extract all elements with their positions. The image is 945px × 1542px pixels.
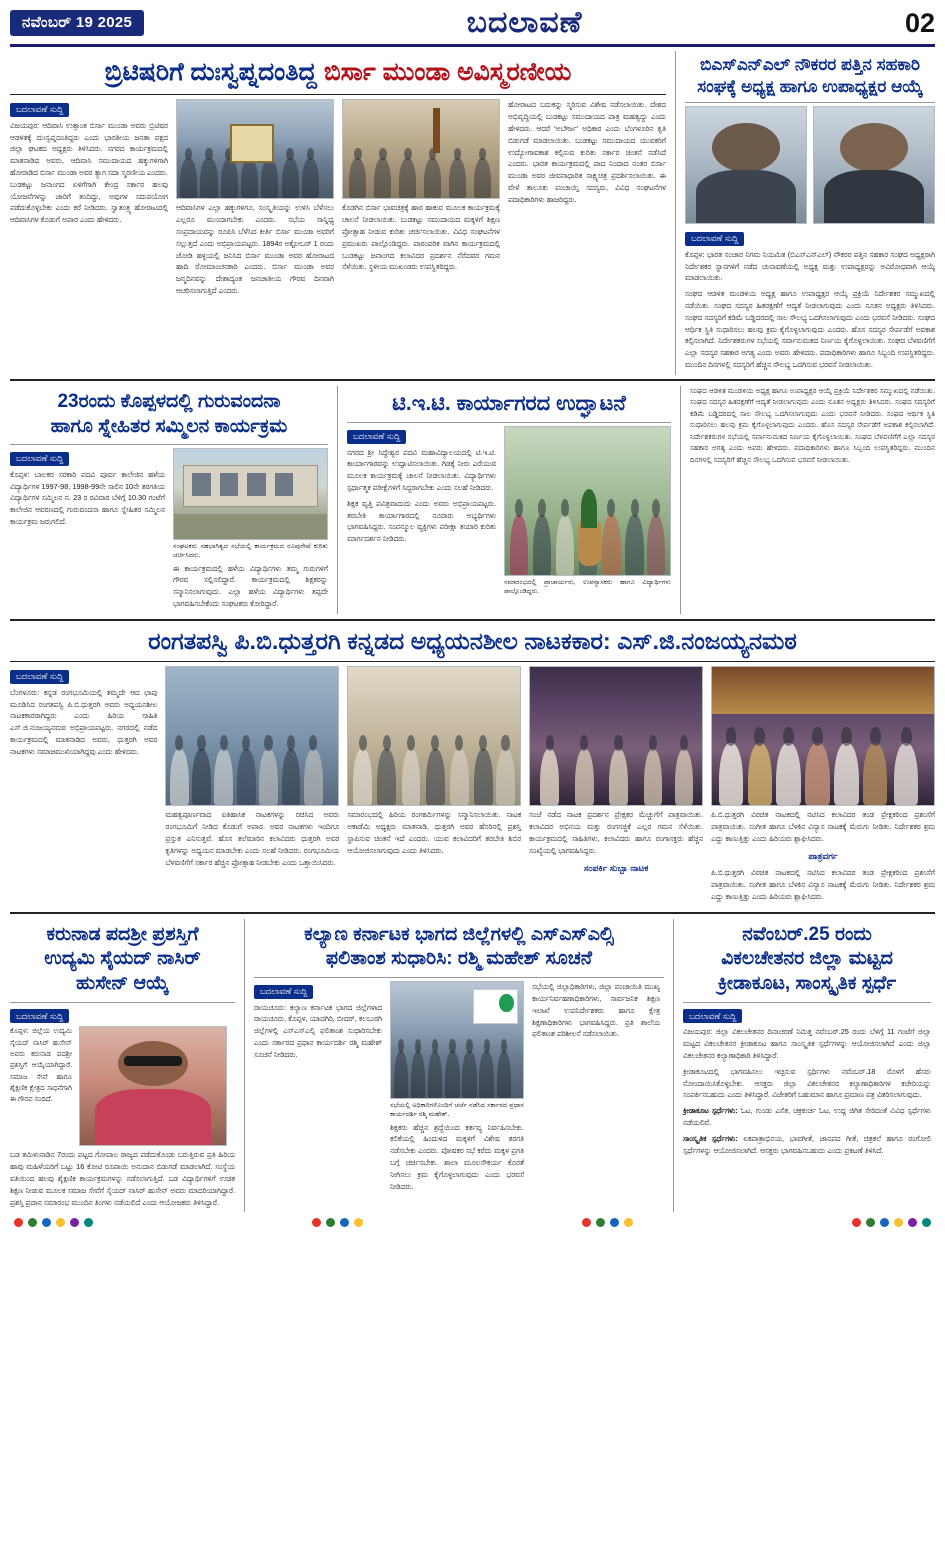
iti-photo bbox=[504, 426, 671, 576]
iti-headline: ಟಿ.ಇ.ಟಿ. ಕಾರ್ಯಾಗರದ ಉದ್ಘಾಟನೆ bbox=[392, 391, 626, 415]
bsnl-story bbox=[675, 51, 935, 375]
drama-story bbox=[10, 627, 935, 907]
sslc-photo bbox=[390, 981, 524, 1099]
bsnl-caption: ಕೊಪ್ಪಳ: ಭಾರತ ಸಂಚಾರ ನಿಗಮ ನಿಯಮಿತ (ಬಿಎಸ್ಎನ್ಎಲ್) ನೌಕರರ ಪತ್ತಿನ ಸಹಕಾರ ಸಂಘದ ಅಧ್ಯಕ್ಷರಾಗಿ ನಿರ್ದೇಶಕರ ಸ್ಥಾನಗಳಿಗೆ ನಡೆದ ಚುನಾವಣೆಯಲ್ಲಿ ಅಧ್ಯಕ್ಷ ಮತ್ತು ಉಪಾಧ್ಯಕ್ಷರನ್ನು ಅವಿರೋಧವಾಗಿ ಆಯ್ಕೆ ಮಾಡಲಾಯಿತು. bbox=[685, 249, 935, 283]
sports-headline-l2: ವಿಕಲಚೇತನರ ಜಿಲ್ಲಾ ಮಟ್ಟದ bbox=[721, 948, 893, 970]
print-registration-marks bbox=[10, 1218, 935, 1227]
guruvandana-headline-l1: 23ರಂದು ಕೊಪ್ಪಳದಲ್ಲಿ ಗುರುವಂದನಾ bbox=[57, 390, 281, 412]
issue-date: ನವೆಂಬರ್ 19 2025 bbox=[10, 10, 144, 36]
award-col-1 bbox=[10, 1026, 72, 1146]
lead-headline-part1: ಬ್ರಿಟಿಷರಿಗೆ ದುಃಸ್ವಪ್ನದಂತಿದ್ದ bbox=[104, 58, 324, 86]
byline-badge: ಬದಲಾವಣೆ ಸುದ್ದಿ bbox=[347, 430, 406, 444]
drama-col-4 bbox=[529, 666, 703, 906]
iti-story bbox=[337, 386, 671, 614]
lead-headline bbox=[10, 57, 666, 88]
award-col1-text: ಕೊಪ್ಪಳ: ಜಿಲ್ಲೆಯ ಉದ್ಯಮಿ ಸೈಯದ್ ನಾಸಿರ್ ಹುಸೇನ್ ಅವರು ಕರುನಾಡ ಪದಶ್ರೀ ಪ್ರಶಸ್ತಿಗೆ ಆಯ್ಕೆಯಾಗಿದ್ದಾರೆ. ಸಮಾಜ ಸೇವೆ ಹಾಗೂ ಶೈಕ್ಷಣಿಕ ಕ್ಷೇತ್ರದ ಸಾಧನೆಗಾಗಿ ಈ ಗೌರವ ಸಂದಿದೆ. bbox=[10, 1028, 72, 1104]
bsnl-body: ಸಂಘದ ಆಡಳಿತ ಮಂಡಳಿಯ ಅಧ್ಯಕ್ಷ ಹಾಗೂ ಉಪಾಧ್ಯಕ್ಷರ ಆಯ್ಕೆ ಪ್ರಕ್ರಿಯೆ ನಿರ್ದೇಶಕರ ಸಮ್ಮುಖದಲ್ಲಿ ನಡೆಯಿತು. ಸಂಘದ ಸದಸ್ಯರ ಹಿತರಕ್ಷಣೆಗೆ ಆದ್ಯತೆ ನೀಡಲಾಗುವುದು ಎಂದು ನೂತನ ಅಧ್ಯಕ್ಷರು ತಿಳಿಸಿದರು. ಸಂಘದ ಸದಸ್ಯರಿಗೆ ಕಡಿಮೆ ಬಡ್ಡಿದರದಲ್ಲಿ ಸಾಲ ಸೌಲಭ್ಯ ಒದಗಿಸಲಾಗುವುದು ಎಂದು ಭರವಸೆ ನೀಡಿದರು. ಸಂಘದ ಆರ್ಥಿಕ ಸ್ಥಿತಿ ಸುಧಾರಿಸಲು ಹಲವು ಕ್ರಮ ಕೈಗೊಳ್ಳಲಾಗುವುದು ಎಂದರು. ಹೊಸ ಸದಸ್ಯರ ಸೇರ್ಪಡೆಗೆ ಅವಕಾಶ ಕಲ್ಪಿಸಲಾಗಿದೆ. ನಿರ್ದೇಶಕರುಗಳ ಸಭೆಯಲ್ಲಿ ಸರ್ವಾನುಮತದ ನಿರ್ಣಯ ಕೈಗೊಳ್ಳಲಾಯಿತು. ಸಂಘದ ಬೆಳವಣಿಗೆಗೆ ಎಲ್ಲಾ ಸದಸ್ಯರ ಸಹಕಾರ ಅಗತ್ಯ ಎಂದು ಅವರು ಹೇಳಿದರು. ಪದಾಧಿಕಾರಿಗಳು ಹಾಗೂ ಸಿಬ್ಬಂದಿ ಉಪಸ್ಥಿತರಿದ್ದರು. ಮುಂದಿನ ದಿನಗಳಲ್ಲಿ ಸದಸ್ಯರಿಗೆ ಹೆಚ್ಚಿನ ಸೌಲಭ್ಯ ಒದಗಿಸುವ ಭರವಸೆ ನೀಡಲಾಯಿತು. bbox=[685, 289, 935, 369]
lead-col2-text: ಆದಿವಾಸಿಗಳ ಎಲ್ಲಾ ಹಕ್ಕುಗಳಿಗೂ, ಸಂಸ್ಕೃತಿಯನ್ನು ಉಳಿಸಿ ಬೆಳೆಸಲು ಎಲ್ಲರೂ ಮುಂದಾಗಬೇಕು ಎಂದರು. ಸಭೆಯ ಸಾನ್ನಿಧ್ಯ ಸಂಪ್ರದಾಯವನ್ನು ರೂಪಿಸಿ ಬೆಳೆಸಿದ ಕೀರ್ತಿ ಬಿರ್ಸಾ ಮುಂಡಾ ಅವರಿಗೆ ಸಲ್ಲುತ್ತದೆ ಎಂದು ಅಭಿಪ್ರಾಯಪಟ್ಟರು. 1894ರ ಅಕ್ಟೋಬರ್ 1 ರಂದು ಜೋಡಿ ಹಳ್ಳಿಯಲ್ಲಿ ಜನಿಸಿದ ಬಿರ್ಸಾ ಮುಂಡಾ ಅವರ ಹೋರಾಟದ ಹಾದಿ ರೋಮಾಂಚನಕಾರಿ ಎಂದರು. ಬಿರ್ಸಾ ಮುಂಡಾ ಅವರ ಜನ್ಮದಿನವನ್ನು ದೇಶಾದ್ಯಂತ ಜನಜಾತೀಯ ಗೌರವ ದಿನವಾಗಿ ಆಚರಿಸಲಾಗುತ್ತಿದೆ ಎಂದರು. bbox=[176, 203, 334, 295]
drama-photo-1 bbox=[165, 666, 339, 806]
award-story bbox=[10, 919, 235, 1213]
byline-badge: ಬದಲಾವಣೆ ಸುದ್ದಿ bbox=[10, 452, 69, 466]
drama-headline: ರಂಗತಪಸ್ವಿ ಪಿ.ಬಿ.ಧುತ್ತರಗಿ ಕನ್ನಡದ ಅಧ್ಯಯನಶೀಲ ನಾಟಕಕಾರ: ಎಸ್.ಜಿ.ನಂಜಯ್ಯನಮಠ bbox=[148, 627, 797, 654]
sslc-col1-text: ರಾಯಚೂರು: ಕಲ್ಯಾಣ ಕರ್ನಾಟಕ ಭಾಗದ ಜಿಲ್ಲೆಗಳಾದ ರಾಯಚೂರು, ಕೊಪ್ಪಳ, ಯಾದಗಿರಿ, ಬೀದರ್, ಕಲಬುರಗಿ ಜಿಲ್ಲೆಗಳಲ್ಲಿ ಎಸ್ಎಸ್ಎಲ್ಸಿ ಫಲಿತಾಂಶ ಸುಧಾರಿಸಬೇಕು ಎಂದು ಸರ್ಕಾರದ ಪ್ರಧಾನ ಕಾರ್ಯದರ್ಶಿ ರಶ್ಮಿ ಮಹೇಶ್ ಸೂಚನೆ ನೀಡಿದರು. bbox=[254, 1002, 382, 1059]
byline-badge: ಬದಲಾವಣೆ ಸುದ್ದಿ bbox=[683, 1009, 742, 1023]
drama-cast-text: ಪಿ.ಬಿ.ಧುತ್ತರಗಿ ವಿರಚಿತ ನಾಟಕದಲ್ಲಿ ನಟಿಸಿದ ಕಲಾವಿದರ ತಂಡ ಪ್ರೇಕ್ಷಕರಿಂದ ಪ್ರಶಂಸೆಗೆ ಪಾತ್ರವಾಯಿತು. ಸಂಗೀತ ಹಾಗೂ ಬೆಳಕಿನ ವಿನ್ಯಾಸ ನಾಟಕಕ್ಕೆ ಮೆರುಗು ನೀಡಿತು. ನಿರ್ದೇಶಕರ ಶ್ರಮ ಎದ್ದು ಕಾಣುತ್ತಿತ್ತು ಎಂದು ಹಿರಿಯರು ಶ್ಲಾಘಿಸಿದರು. bbox=[711, 868, 936, 901]
bsnl-portraits bbox=[685, 106, 935, 224]
drama-col4-text: ಸಂಜೆ ನಡೆದ ನಾಟಕ ಪ್ರದರ್ಶನ ಪ್ರೇಕ್ಷಕರ ಮೆಚ್ಚುಗೆಗೆ ಪಾತ್ರವಾಯಿತು. ಕಲಾವಿದರ ಅಭಿನಯ ಮತ್ತು ರಂಗಸಜ್ಜಿಕೆ ಎಲ್ಲರ ಗಮನ ಸೆಳೆಯಿತು. ಕಾರ್ಯಕ್ರಮದಲ್ಲಿ ಸಾಹಿತಿಗಳು, ಕಲಾವಿದರು ಹಾಗೂ ರಂಗಾಸಕ್ತರು ಹೆಚ್ಚಿನ ಸಂಖ್ಯೆಯಲ್ಲಿ ಭಾಗವಹಿಸಿದ್ದರು. bbox=[529, 810, 704, 855]
guruvandana-col1-text: ಕೊಪ್ಪಳ: ಬಾಲಕರ ಸರಕಾರಿ ಪದವಿ ಪೂರ್ವ ಕಾಲೇಜಿನ ಹಳೆಯ ವಿದ್ಯಾರ್ಥಿಗಳ 1997-98, 1998-99ನೇ ಸಾಲಿನ 10ನೇ ತರಗತಿಯ ವಿದ್ಯಾರ್ಥಿಗಳ ಸಮ್ಮಿಲನ ನ. 23 ರ ರವಿವಾರ ಬೆಳಿಗ್ಗೆ 10.30 ಗಂಟೆಗೆ ಕಾಲೇಜಿನ ಆವರಣದಲ್ಲಿ ಗುರುವಂದನಾ ಹಾಗೂ ಸ್ನೇಹಿತರ ಸಮ್ಮಿಲನ ಕಾರ್ಯಕ್ರಮ ಜರುಗಲಿದೆ. bbox=[10, 469, 165, 526]
drama-photo-3 bbox=[529, 666, 703, 806]
sslc-caption: ಸಭೆಯಲ್ಲಿ ಅಧಿಕಾರಿಗಳೊಂದಿಗೆ ಚರ್ಚೆ ನಡೆಸಿದ ಸರ್ಕಾರದ ಪ್ರಧಾನ ಕಾರ್ಯದರ್ಶಿ ರಶ್ಮಿ ಮಹೇಶ್. bbox=[390, 1102, 524, 1119]
byline-badge: ಬದಲಾವಣೆ ಸುದ್ದಿ bbox=[10, 670, 69, 684]
award-headline-l1: ಕರುನಾಡ ಪದಶ್ರೀ ಪ್ರಶಸ್ತಿಗೆ bbox=[46, 923, 199, 945]
dot-group-center-right bbox=[582, 1218, 633, 1227]
award-headline-l2: ಉದ್ಯಮಿ ಸೈಯದ್ ನಾಸಿರ್ bbox=[44, 948, 201, 970]
sports-sub1-text: ಓಟ, ಗುಂಡು ಎಸೆತ, ಚಕ್ರಕುರ್ಚಿ ಓಟ, ಉದ್ದ ಜಿಗಿತ ಸೇರಿದಂತೆ ವಿವಿಧ ಸ್ಪರ್ಧೆಗಳು ನಡೆಯಲಿವೆ. bbox=[683, 1106, 931, 1127]
iti-col1-text: ನಗರದ ಶ್ರೀ ಸಿದ್ಧೇಶ್ವರ ಪದವಿ ಮಹಾವಿದ್ಯಾಲಯದಲ್ಲಿ ಟಿ.ಇ.ಟಿ. ಕಾರ್ಯಾಗಾರವನ್ನು ಉದ್ಘಾಟಿಸಲಾಯಿತು. ಗಿಡಕ್ಕೆ ನೀರು ಎರೆಯುವ ಮೂಲಕ ಕಾರ್ಯಕ್ರಮಕ್ಕೆ ಚಾಲನೆ ನೀಡಲಾಯಿತು. ವಿದ್ಯಾರ್ಥಿಗಳು ಸ್ಪರ್ಧಾತ್ಮಕ ಪರೀಕ್ಷೆಗಳಿಗೆ ಸಿದ್ಧರಾಗಬೇಕು ಎಂದು ಸಲಹೆ ನೀಡಿದರು. bbox=[347, 447, 497, 493]
sports-headline-l1: ನವೆಂಬರ್.25 ರಂದು bbox=[742, 923, 872, 945]
dot-group-left bbox=[14, 1218, 93, 1227]
guruvandana-col-2 bbox=[173, 448, 328, 614]
byline-badge: ಬದಲಾವಣೆ ಸುದ್ದಿ bbox=[685, 232, 744, 246]
award-col-2 bbox=[79, 1026, 227, 1146]
sslc-headline-l1: ಕಲ್ಯಾಣ ಕರ್ನಾಟಕ ಭಾಗದ ಜಿಲ್ಲೆಗಳಲ್ಲಿ ಎಸ್ಎಸ್ಎಲ್ಸಿ bbox=[304, 923, 614, 945]
sports-sub2-heading: ಸಾಂಸ್ಕೃತಿಕ ಸ್ಪರ್ಧೆಗಳು: bbox=[683, 1133, 738, 1143]
bsnl-continued bbox=[680, 386, 935, 614]
dot-group-center-left bbox=[312, 1218, 363, 1227]
sports-sub1-heading: ಕ್ರೀಡಾಕೂಟ ಸ್ಪರ್ಧೆಗಳು: bbox=[683, 1106, 738, 1116]
lead-col-4 bbox=[508, 99, 666, 301]
drama-col5-text: ಪಿ.ಬಿ.ಧುತ್ತರಗಿ ವಿರಚಿತ ನಾಟಕದಲ್ಲಿ ನಟಿಸಿದ ಕಲಾವಿದರ ತಂಡ ಪ್ರೇಕ್ಷಕರಿಂದ ಪ್ರಶಂಸೆಗೆ ಪಾತ್ರವಾಯಿತು. ಸಂಗೀತ ಹಾಗೂ ಬೆಳಕಿನ ವಿನ್ಯಾಸ ನಾಟಕಕ್ಕೆ ಮೆರುಗು ನೀಡಿತು. ನಿರ್ದೇಶಕರ ಶ್ರಮ ಎದ್ದು ಕಾಣುತ್ತಿತ್ತು ಎಂದು ಹಿರಿಯರು ಶ್ಲಾಘಿಸಿದರು. bbox=[711, 810, 936, 843]
guruvandana-headline-l2: ಹಾಗೂ ಸ್ನೇಹಿತರ ಸಮ್ಮಿಲನ ಕಾರ್ಯಕ್ರಮ bbox=[50, 415, 288, 437]
drama-col3-text: ಸಮಾರಂಭದಲ್ಲಿ ಹಿರಿಯ ರಂಗಕರ್ಮಿಗಳನ್ನು ಸನ್ಮಾನಿಸಲಾಯಿತು. ನಾಟಕ ಅಕಾಡೆಮಿ ಅಧ್ಯಕ್ಷರು ಮಾತನಾಡಿ, ಧುತ್ತರಗಿ ಅವರ ಹೆಸರಿನಲ್ಲಿ ಪ್ರಶಸ್ತಿ ಸ್ಥಾಪಿಸುವ ಚಿಂತನೆ ಇದೆ ಎಂದರು. ಯುವ ಕಲಾವಿದರಿಗೆ ತರಬೇತಿ ಶಿಬಿರ ಆಯೋಜಿಸಲಾಗುವುದು ಎಂದು ತಿಳಿಸಿದರು. bbox=[347, 810, 522, 855]
top-section bbox=[10, 51, 935, 375]
iti-col-2 bbox=[504, 426, 671, 596]
iti-col2-text: ಶಿಕ್ಷಕ ವೃತ್ತಿ ಪವಿತ್ರವಾದುದು ಎಂದು ಅವರು ಅಭಿಪ್ರಾಯಪಟ್ಟರು. ತರಬೇತಿ ಕಾರ್ಯಾಗಾರದಲ್ಲಿ ನೂರಾರು ಅಭ್ಯರ್ಥಿಗಳು ಭಾಗವಹಿಸಿದ್ದರು. ಸಂಪನ್ಮೂಲ ವ್ಯಕ್ತಿಗಳು ಪರೀಕ್ಷಾ ತಯಾರಿ ಕುರಿತು ಮಾರ್ಗದರ್ಶನ ನೀಡಿದರು. bbox=[347, 498, 497, 544]
sslc-headline bbox=[254, 923, 664, 972]
bottom-section bbox=[10, 919, 935, 1213]
iti-caption: ಸಮಾರಂಭದಲ್ಲಿ ಪ್ರಾಚಾರ್ಯರು, ಉಪನ್ಯಾಸಕರು ಹಾಗೂ ವಿದ್ಯಾರ್ಥಿಗಳು ಪಾಲ್ಗೊಂಡಿದ್ದರು. bbox=[504, 579, 671, 596]
lead-headline-part2: ಬಿರ್ಸಾ ಮುಂಡಾ ಅವಿಸ್ಮರಣೀಯ bbox=[323, 58, 572, 86]
portrait-vice-president bbox=[813, 106, 935, 224]
sslc-headline-l2: ಫಲಿತಾಂಶ ಸುಧಾರಿಸಿ: ರಶ್ಮಿ ಮಹೇಶ್ ಸೂಚನೆ bbox=[325, 948, 593, 970]
drama-columns bbox=[10, 666, 935, 906]
guruvandana-photo bbox=[173, 448, 328, 540]
dot-group-right bbox=[852, 1218, 931, 1227]
sports-col1-text: ವಿಜಯಪುರ: ಜಿಲ್ಲಾ ವಿಕಲಚೇತನರ ದಿನಾಚರಣೆ ನಿಮಿತ್ತ ನವೆಂಬರ್.25 ರಂದು ಬೆಳಿಗ್ಗೆ 11 ಗಂಟೆಗೆ ಜಿಲ್ಲಾ ಮಟ್ಟದ ವಿಕಲಚೇತನರ ಕ್ರೀಡಾಕೂಟ ಹಾಗೂ ಸಾಂಸ್ಕೃತಿಕ ಸ್ಪರ್ಧೆಗಳನ್ನು ಆಯೋಜಿಸಲಾಗಿದೆ ಎಂದು ಜಿಲ್ಲಾ ವಿಕಲಚೇತನರ ಕಲ್ಯಾಣಾಧಿಕಾರಿ ತಿಳಿಸಿದ್ದಾರೆ. bbox=[683, 1027, 931, 1060]
sslc-col2-text: ಶಿಕ್ಷಕರು ಹೆಚ್ಚಿನ ಶ್ರದ್ಧೆಯಿಂದ ಕರ್ತವ್ಯ ನಿರ್ವಹಿಸಬೇಕು. ಕಲಿಕೆಯಲ್ಲಿ ಹಿಂದುಳಿದ ಮಕ್ಕಳಿಗೆ ವಿಶೇಷ ತರಗತಿ ನಡೆಸಬೇಕು ಎಂದರು. ಪೋಷಕರ ಸಭೆ ಕರೆದು ಮಕ್ಕಳ ಪ್ರಗತಿ ಬಗ್ಗೆ ಚರ್ಚಿಸಬೇಕು. ಶಾಲಾ ಮೂಲಸೌಕರ್ಯ ಕೊರತೆ ನೀಗಿಸಲು ಕ್ರಮ ಕೈಗೊಳ್ಳಲಾಗುವುದು ಎಂದು ಭರವಸೆ ನೀಡಿದರು. bbox=[390, 1122, 524, 1191]
sports-headline bbox=[683, 923, 931, 997]
paper-title: ಬದಲಾವಣೆ bbox=[466, 6, 583, 39]
drama-cast-heading: ಪಾತ್ರವರ್ಗ bbox=[808, 850, 838, 861]
sports-sub2-text: ಏಕಪಾತ್ರಾಭಿನಯ, ಭಾವಗೀತೆ, ಜಾನಪದ ಗೀತೆ, ಚಿತ್ರಕಲೆ ಹಾಗೂ ರಂಗೋಲಿ ಸ್ಪರ್ಧೆಗಳನ್ನು ಆಯೋಜಿಸಲಾಗಿದೆ. ಆಸಕ್ತರು ಭಾಗವಹಿಸಬಹುದು ಎಂದು ಪ್ರಕಟಣೆ ತಿಳಿಸಿದೆ. bbox=[683, 1133, 932, 1155]
bsnl-headline: ಬಿಎಸ್ಎನ್ಎಲ್ ನೌಕರರ ಪತ್ತಿನ ಸಹಕಾರಿ ಸಂಘಕ್ಕೆ ಅಧ್ಯಕ್ಷ ಹಾಗೂ ಉಪಾಧ್ಯಕ್ಷರ ಆಯ್ಕೆ bbox=[697, 55, 923, 97]
byline-badge: ಬದಲಾವಣೆ ಸುದ್ದಿ bbox=[10, 1009, 69, 1023]
lead-photo-2 bbox=[342, 99, 500, 199]
guruvandana-col-1 bbox=[10, 448, 165, 614]
lead-columns bbox=[10, 99, 666, 301]
drama-col2-text: ಮಹತ್ವಪೂರ್ಣವಾದ ಐತಿಹಾಸಿಕ ನಾಟಕಗಳನ್ನು ರಚಿಸಿದ ಅವರು ರಂಗಭೂಮಿಗೆ ನೀಡಿದ ಕೊಡುಗೆ ಅಪಾರ. ಅವರ ನಾಟಕಗಳು ಇಂದಿಗೂ ಪ್ರಸ್ತುತ ಎನಿಸುತ್ತವೆ. ಹೊಸ ತಲೆಮಾರಿನ ಕಲಾವಿದರು ಧುತ್ತರಗಿ ಅವರ ಕೃತಿಗಳನ್ನು ಅಧ್ಯಯನ ಮಾಡಬೇಕು ಎಂದು ಸಲಹೆ ನೀಡಿದರು. ರಂಗಭೂಮಿಯ ಬೆಳವಣಿಗೆಗೆ ಸರ್ಕಾರ ಹೆಚ್ಚಿನ ಪ್ರೋತ್ಸಾಹ ನೀಡಬೇಕು ಎಂದು ಒತ್ತಾಯಿಸಿದರು. bbox=[165, 810, 340, 867]
guruvandana-caption: ಸಂಘಟಕರು ಸಹಭಾಗಿತ್ವದ ಸಭೆಯಲ್ಲಿ ಕಾರ್ಯಕ್ರಮದ ರೂಪುರೇಷೆ ಕುರಿತು ಚರ್ಚಿಸಿದರು. bbox=[173, 543, 328, 560]
drama-signature: ಸಂಪರ್ಕಿ ಸುಬ್ಬಾ ನಾಟಕ bbox=[583, 862, 649, 873]
lead-col1-text: ವಿಜಯಪುರ: ಆದಿವಾಸಿ ಉತ್ಸಾಂತ ಬಿರ್ಸಾ ಮುಂಡಾ ಅವರು ಬ್ರಿಟಿಷರ ಆಡಳಿತಕ್ಕೆ ದುಃಸ್ವಪ್ನದಂತಿದ್ದರು ಎಂದು ಭಾರತೀಯ ಜನತಾ ಪಕ್ಷದ ಜಿಲ್ಲಾ ಘಟಕದ ಅಧ್ಯಕ್ಷರು ತಿಳಿಸಿದರು. ನಗರದ ಕಾರ್ಯಕ್ರಮದಲ್ಲಿ ಮಾತನಾಡಿದ ಅವರು, ಆದಿವಾಸಿ ಸಮುದಾಯದ ಹಕ್ಕುಗಳಿಗಾಗಿ ಹೋರಾಡಿದ ಬಿರ್ಸಾ ಮುಂಡಾ ಅವರ ತ್ಯಾಗ ಸದಾ ಸ್ಮರಣೀಯ ಎಂದರು. ಬುಡಕಟ್ಟು ಜನಾಂಗದ ಏಳಿಗೆಗಾಗಿ ಕೇಂದ್ರ ಸರ್ಕಾರ ಹಲವು ಯೋಜನೆಗಳನ್ನು ಜಾರಿಗೆ ತಂದಿದ್ದು, ಅವುಗಳ ಸದುಪಯೋಗ ಪಡೆದುಕೊಳ್ಳಬೇಕು ಎಂದು ಕರೆ ನೀಡಿದರು. ಸ್ವಾತಂತ್ರ್ಯ ಹೋರಾಟದಲ್ಲಿ ಆದಿವಾಸಿಗಳ ಕೊಡುಗೆ ಅಪಾರ ಎಂದು ಹೇಳಿದರು. bbox=[10, 120, 168, 225]
lead-photo-1 bbox=[176, 99, 334, 199]
sslc-col-1 bbox=[254, 981, 382, 1196]
sslc-col-2 bbox=[390, 981, 524, 1196]
iti-col-1 bbox=[347, 426, 496, 596]
drama-photo-4 bbox=[711, 666, 935, 806]
drama-photo-2 bbox=[347, 666, 521, 806]
lead-col4-text: ಹೋರಾಟದ ಬದುಕನ್ನು ಸ್ಮರಿಸುವ ವಿಶೇಷ ನಡೆಸಲಾಯಿತು. ದೇಶದ ಅಭಿವೃದ್ಧಿಯಲ್ಲಿ ಬುಡಕಟ್ಟು ಸಮುದಾಯದ ಪಾತ್ರ ಮಹತ್ವದ್ದು ಎಂದು ಹೇಳಿದರು. ಆದರೆ 'ಅಬೌರ್ಜ' ಅಧಿಕಾರ ಎಂದು ಬೆಂಗಳೂರಿನ ಕೃತಿ ಬಿಡುಗಡೆ ಮಾಡಲಾಯಿತು. ಬುಡಕಟ್ಟು ಸಮುದಾಯದ ಯುವಕರಿಗೆ ಉದ್ಯೋಗಾವಕಾಶ ಕಲ್ಪಿಸುವ ಕುರಿತು ಸರ್ಕಾರ ಚಿಂತನೆ ನಡೆಸಿದೆ ಎಂದರು. ಭಾರತ ಕಾರ್ಯಕ್ರಮದಲ್ಲಿ ಪಾದ ನಿಂದಾದ ನಂತರ ಬಿರ್ಸಾ ಮುಂಡಾ ಅವರ ಜೀವನಾಧಾರಿತ ಸಾಕ್ಷ್ಯಚಿತ್ರ ಪ್ರದರ್ಶಿಸಲಾಯಿತು. ಈ ವೇಳೆ ತಾಲೂಕು ಪಂಚಾಯ್ತಿ ಸದಸ್ಯರು, ವಿವಿಧ ಸಂಘಟನೆಗಳ ಪದಾಧಿಕಾರಿಗಳು ಹಾಜರಿದ್ದರು. bbox=[508, 100, 666, 204]
sports-headline-l3: ಕ್ರೀಡಾಕೂಟ, ಸಾಂಸ್ಕೃತಿಕ ಸ್ಪರ್ಧೆ bbox=[717, 973, 897, 995]
award-headline-l3: ಹುಸೇನ್ ಆಯ್ಕೆ bbox=[76, 973, 169, 995]
sslc-col-3 bbox=[532, 981, 660, 1196]
page-number: 02 bbox=[904, 7, 935, 38]
bsnl-continued-text: ಸಂಘದ ಆಡಳಿತ ಮಂಡಳಿಯ ಅಧ್ಯಕ್ಷ ಹಾಗೂ ಉಪಾಧ್ಯಕ್ಷರ ಆಯ್ಕೆ ಪ್ರಕ್ರಿಯೆ ನಿರ್ದೇಶಕರ ಸಮ್ಮುಖದಲ್ಲಿ ನಡೆಯಿತು. ಸಂಘದ ಸದಸ್ಯರ ಹಿತರಕ್ಷಣೆಗೆ ಆದ್ಯತೆ ನೀಡಲಾಗುವುದು ಎಂದು ನೂತನ ಅಧ್ಯಕ್ಷರು ತಿಳಿಸಿದರು. ಸಂಘದ ಸದಸ್ಯರಿಗೆ ಕಡಿಮೆ ಬಡ್ಡಿದರದಲ್ಲಿ ಸಾಲ ಸೌಲಭ್ಯ ಒದಗಿಸಲಾಗುವುದು ಎಂದು ಭರವಸೆ ನೀಡಿದರು. ಸಂಘದ ಆರ್ಥಿಕ ಸ್ಥಿತಿ ಸುಧಾರಿಸಲು ಹಲವು ಕ್ರಮ ಕೈಗೊಳ್ಳಲಾಗುವುದು ಎಂದರು. ಹೊಸ ಸದಸ್ಯರ ಸೇರ್ಪಡೆಗೆ ಅವಕಾಶ ಕಲ್ಪಿಸಲಾಗಿದೆ. ನಿರ್ದೇಶಕರುಗಳ ಸಭೆಯಲ್ಲಿ ಸರ್ವಾನುಮತದ ನಿರ್ಣಯ ಕೈಗೊಳ್ಳಲಾಯಿತು. ಸಂಘದ ಬೆಳವಣಿಗೆಗೆ ಎಲ್ಲಾ ಸದಸ್ಯರ ಸಹಕಾರ ಅಗತ್ಯ ಎಂದು ಅವರು ಹೇಳಿದರು. ಪದಾಧಿಕಾರಿಗಳು ಹಾಗೂ ಸಿಬ್ಬಂದಿ ಉಪಸ್ಥಿತರಿದ್ದರು. ಮುಂದಿನ ದಿನಗಳಲ್ಲಿ ಸದಸ್ಯರಿಗೆ ಹೆಚ್ಚಿನ ಸೌಲಭ್ಯ ಒದಗಿಸುವ ಭರವಸೆ ನೀಡಲಾಯಿತು. bbox=[690, 386, 935, 464]
lead-story bbox=[10, 51, 666, 375]
drama-col-3 bbox=[347, 666, 521, 906]
sslc-story bbox=[244, 919, 664, 1213]
lead-col-3 bbox=[342, 99, 500, 301]
award-portrait bbox=[79, 1026, 227, 1146]
sports-story bbox=[673, 919, 931, 1213]
award-body-text: ಬಡ ತಮಿಳುನಾಡಿನ 7ರಂದು ಪಟ್ಟದ ಗೋಪಾಲ ರಾಜ್ಯದ ಪಡೆದುಕೊಂಡು ಬರುತ್ತಿರುವ ಪ್ರತಿ ಹಿರಿಯ ಹಾವು ಮಹಿಳೆಯರಿಗೆ ಒಟ್ಟು 16 ಕೋಟಿ ರೂಪಾಯಿ ಅನುದಾನ ಬಿಡುಗಡೆ ಮಾಡಲಾಗಿದೆ. ಸಂಸ್ಥೆಯ ವತಿಯಿಂದ ಹಲವು ಶೈಕ್ಷಣಿಕ ಕಾರ್ಯಕ್ರಮಗಳನ್ನು ನಡೆಸಲಾಗುತ್ತಿದೆ. ಬಡ ವಿದ್ಯಾರ್ಥಿಗಳಿಗೆ ಉಚಿತ ಶಿಕ್ಷಣ ನೀಡುವ ಮೂಲಕ ಸಮಾಜ ಸೇವೆಗೆ ಸೈಯದ್ ನಾಸಿರ್ ಹುಸೇನ್ ಅವರು ಮಾದರಿಯಾಗಿದ್ದಾರೆ. ಪ್ರಶಸ್ತಿ ಪ್ರದಾನ ಸಮಾರಂಭ ಮುಂದಿನ ತಿಂಗಳು ನಡೆಯಲಿದೆ ಎಂದು ಆಯೋಜಕರು ತಿಳಿಸಿದ್ದಾರೆ. bbox=[10, 1150, 235, 1207]
guruvandana-story bbox=[10, 386, 328, 614]
drama-col-2 bbox=[165, 666, 339, 906]
masthead bbox=[10, 6, 935, 47]
sports-col2-text: ಕ್ರೀಡಾಕೂಟದಲ್ಲಿ ಭಾಗವಹಿಸಲು ಇಚ್ಛಿಸುವ ಸ್ಪರ್ಧಿಗಳು ನವೆಂಬರ್.18 ರೊಳಗೆ ಹೆಸರು ನೋಂದಾಯಿಸಿಕೊಳ್ಳಬೇಕು. ಆಸಕ್ತರು ಜಿಲ್ಲಾ ವಿಕಲಚೇತನರ ಕಲ್ಯಾಣಾಧಿಕಾರಿಗಳ ಕಚೇರಿಯನ್ನು ಸಂಪರ್ಕಿಸಬಹುದು ಎಂದು ತಿಳಿಸಿದ್ದಾರೆ. ವಿಜೇತರಿಗೆ ಬಹುಮಾನ ಹಾಗೂ ಪ್ರಮಾಣ ಪತ್ರ ವಿತರಿಸಲಾಗುವುದು. bbox=[683, 1066, 931, 1100]
portrait-president bbox=[685, 106, 807, 224]
lead-col-2 bbox=[176, 99, 334, 301]
guruvandana-col2-text: ಈ ಕಾರ್ಯಕ್ರಮದಲ್ಲಿ ಹಳೆಯ ವಿದ್ಯಾರ್ಥಿಗಳು ತಮ್ಮ ಗುರುಗಳಿಗೆ ಗೌರವ ಸಲ್ಲಿಸಲಿದ್ದಾರೆ. ಕಾರ್ಯಕ್ರಮದಲ್ಲಿ ಶಿಕ್ಷಕರನ್ನು ಸನ್ಮಾನಿಸಲಾಗುವುದು. ಎಲ್ಲಾ ಹಳೆಯ ವಿದ್ಯಾರ್ಥಿಗಳು ತಪ್ಪದೇ ಭಾಗವಹಿಸಬೇಕೆಂದು ಸಂಘಟಕರು ಕೋರಿದ್ದಾರೆ. bbox=[173, 563, 328, 609]
drama-col-5 bbox=[711, 666, 935, 906]
drama-col-1 bbox=[10, 666, 157, 906]
middle-section bbox=[10, 386, 935, 614]
award-headline bbox=[10, 923, 235, 997]
sslc-col3-text: ಸಭೆಯಲ್ಲಿ ಜಿಲ್ಲಾಧಿಕಾರಿಗಳು, ಜಿಲ್ಲಾ ಪಂಚಾಯಿತಿ ಮುಖ್ಯ ಕಾರ್ಯನಿರ್ವಹಣಾಧಿಕಾರಿಗಳು, ಸಾರ್ವಜನಿಕ ಶಿಕ್ಷಣ ಇಲಾಖೆ ಉಪನಿರ್ದೇಶಕರು ಹಾಗೂ ಕ್ಷೇತ್ರ ಶಿಕ್ಷಣಾಧಿಕಾರಿಗಳು ಭಾಗವಹಿಸಿದ್ದರು. ಪ್ರತಿ ಶಾಲೆಯ ಫಲಿತಾಂಶ ಪರಿಶೀಲನೆ ನಡೆಸಲಾಯಿತು. bbox=[532, 982, 660, 1039]
byline-badge: ಬದಲಾವಣೆ ಸುದ್ದಿ bbox=[10, 103, 69, 117]
lead-col-1 bbox=[10, 99, 168, 301]
guruvandana-headline bbox=[10, 390, 328, 439]
lead-col3-text: ಕೊಡಗಿನ ಬಿರ್ಸಾ ಭಾವಚಿತ್ರಕ್ಕೆ ಹಾರ ಹಾಕುವ ಮೂಲಕ ಕಾರ್ಯಕ್ರಮಕ್ಕೆ ಚಾಲನೆ ನೀಡಲಾಯಿತು. ಬುಡಕಟ್ಟು ಸಮುದಾಯದ ಮಕ್ಕಳಿಗೆ ಶಿಕ್ಷಣ ಪ್ರೋತ್ಸಾಹ ನೀಡುವ ಕುರಿತು ಚರ್ಚಿಸಲಾಯಿತು. ವಿವಿಧ ಸಂಘಟನೆಗಳ ಪ್ರಮುಖರು ಪಾಲ್ಗೊಂಡಿದ್ದರು. ಪಾರಂಪರಿಕ ವಾಗಿನ ಕಾರ್ಯಕ್ರಮದಲ್ಲಿ ಬುಡಕಟ್ಟು ಜನಾಂಗದ ಕಲಾವಿದರ ಪ್ರದರ್ಶನ ನೆರೆದವರ ಗಮನ ಸೆಳೆಯಿತು. ಸ್ಥಳೀಯ ಮುಖಂಡರು ಉಪಸ್ಥಿತರಿದ್ದರು. bbox=[342, 203, 500, 272]
drama-col1-text: ಬೆಂಗಳೂರು: ಕನ್ನಡ ರಂಗಭೂಮಿಯಲ್ಲಿ ತಮ್ಮದೇ ಆದ ಛಾಪು ಮೂಡಿಸಿದ ರಂಗತಪಸ್ವಿ ಪಿ.ಬಿ.ಧುತ್ತರಗಿ ಅವರು ಅಧ್ಯಯನಶೀಲ ನಾಟಕಕಾರರಾಗಿದ್ದರು ಎಂದು ಹಿರಿಯ ಸಾಹಿತಿ ಎಸ್.ಜಿ.ನಂಜಯ್ಯನಮಠ ಅಭಿಪ್ರಾಯಪಟ್ಟರು. ನಗರದಲ್ಲಿ ನಡೆದ ಕಾರ್ಯಕ್ರಮದಲ್ಲಿ ಮಾತನಾಡಿದ ಅವರು, ಧುತ್ತರಗಿ ಅವರ ನಾಟಕಗಳು ಸಮಾಜಮುಖಿಯಾಗಿದ್ದವು ಎಂದು ಹೇಳಿದರು. bbox=[10, 687, 158, 756]
byline-badge: ಬದಲಾವಣೆ ಸುದ್ದಿ bbox=[254, 985, 313, 999]
